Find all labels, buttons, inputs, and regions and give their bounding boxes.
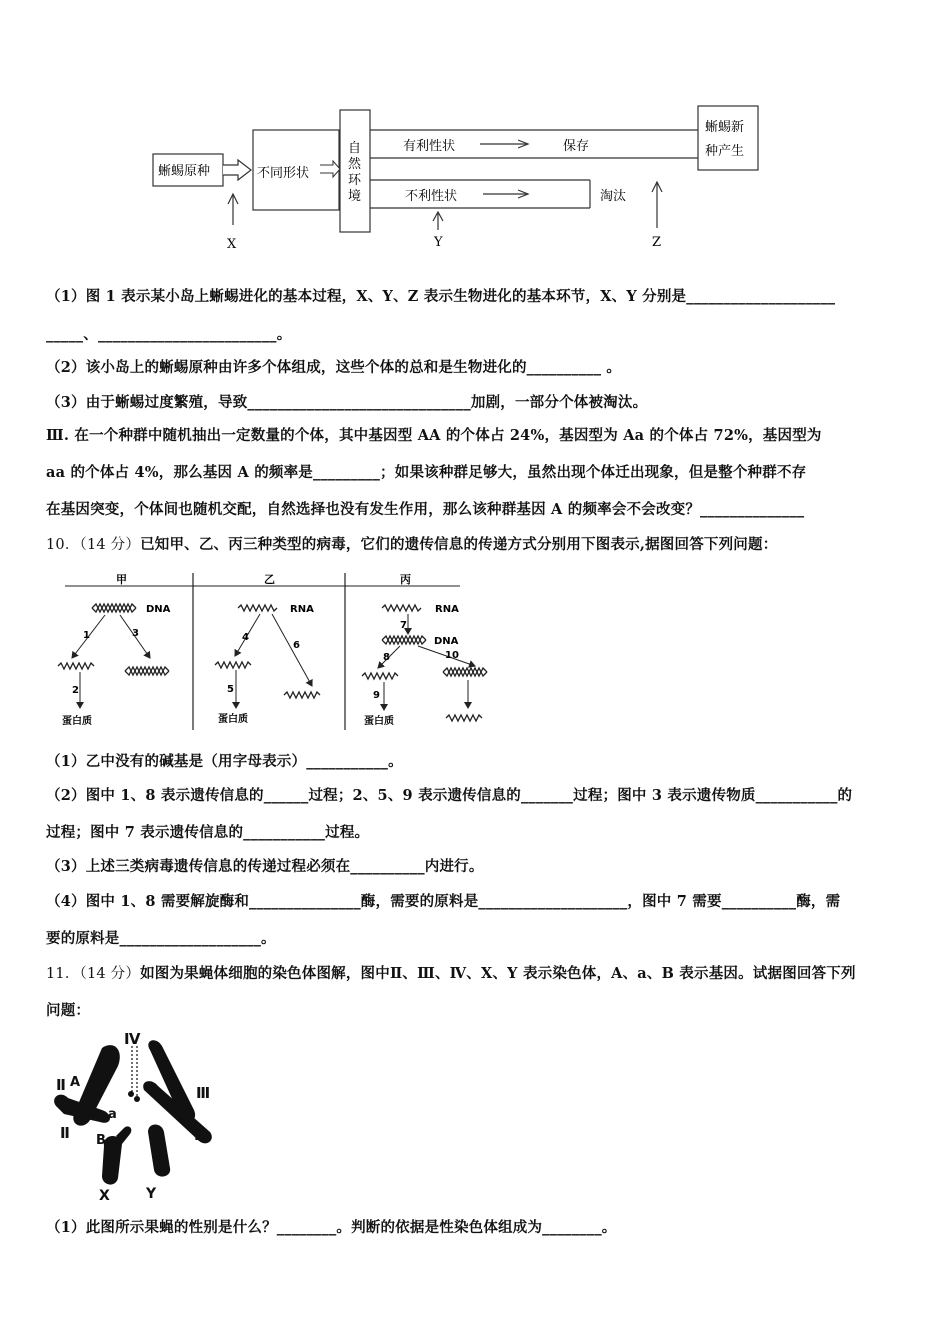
environment-char-4: 境 xyxy=(348,189,362,204)
label-iii-bottom: Ⅲ xyxy=(194,1126,209,1144)
arrow-num-1: 1 xyxy=(83,630,90,641)
q10-part1: （1）乙中没有的碱基是（用字母表示）___________。 xyxy=(46,753,403,770)
environment-char-3: 环 xyxy=(348,173,362,188)
q9-part1-line-a: （1）图 1 表示某小岛上蜥蜴进化的基本过程，X、Y、Z 表示生物进化的基本环节，X、Y 分别是____________________ xyxy=(46,288,836,305)
jia-dna: DNA xyxy=(146,604,171,615)
q9-part4-line-c: 在基因突变，个体间也随机交配，自然选择也没有发生作用，那么该种群基因 A 的频率会不会改变？______________ xyxy=(46,501,805,518)
bing-protein: 蛋白质 xyxy=(364,716,394,727)
evolution-process-diagram xyxy=(150,100,770,255)
arrow-num-2: 2 xyxy=(72,685,79,696)
label-x-chrom: X xyxy=(99,1188,110,1203)
q9-part4-line-b: aa 的个体占 4%，那么基因 A 的频率是_________；如果该种群足够大，虽然出现个体迁出现象，但是整个种群不存 xyxy=(46,464,807,481)
q10-part2-line-b: 过程；图中 7 表示遗传信息的___________过程。 xyxy=(46,824,370,841)
label-y: Y xyxy=(434,235,443,250)
label-iv: Ⅳ xyxy=(124,1030,141,1048)
q9-part4-line-a: Ⅲ. 在一个种群中随机抽出一定数量的个体，其中基因型 AA 的个体占 24%，基因型为 Aa 的个体占 72%，基因型为 xyxy=(46,427,822,444)
bing-rna: RNA xyxy=(435,604,459,615)
label-ii-top: Ⅱ xyxy=(56,1076,66,1094)
new-species-box xyxy=(698,106,758,170)
q9-part1-line-b: _____、________________________。 xyxy=(46,326,292,343)
fruitfly-chromosome-diagram xyxy=(44,1028,224,1203)
arrow-num-9: 9 xyxy=(373,690,380,701)
col-yi: 乙 xyxy=(264,573,275,586)
q10-part4-line-a: （4）图中 1、8 需要解旋酶和_______________酶，需要的原料是____________________，图中 7 需要__________酶，需 xyxy=(46,893,841,910)
favorable-label: 有利性状 xyxy=(403,139,456,154)
arrow-num-6: 6 xyxy=(293,640,300,651)
chromosome-y xyxy=(148,1125,170,1177)
label-gene-A: A xyxy=(70,1075,81,1090)
q11-number: 11．（14 分） xyxy=(46,966,141,982)
col-jia: 甲 xyxy=(116,573,127,586)
q11-stem-text: 如图为果蝇体细胞的染色体图解，图中Ⅱ、Ⅲ、Ⅳ、X、Y 表示染色体，A、a、B 表示基因。试据图回答下列 xyxy=(140,965,856,982)
label-x: X xyxy=(227,237,237,252)
col-bing: 丙 xyxy=(400,573,411,586)
unfavorable-label: 不利性状 xyxy=(405,189,458,204)
environment-char-2: 然 xyxy=(348,157,362,172)
yi-rna: RNA xyxy=(290,604,314,615)
virus-info-flow-diagram xyxy=(50,568,510,733)
label-y-chrom: Y xyxy=(146,1186,157,1202)
q10-stem xyxy=(46,535,906,555)
label-iii-top: Ⅲ xyxy=(196,1084,211,1102)
new-species-line-2: 种产生 xyxy=(705,144,745,159)
label-z: Z xyxy=(652,235,662,250)
label-gene-B: B xyxy=(96,1133,106,1148)
q10-stem-text: 已知甲、乙、丙三种类型的病毒，它们的遗传信息的传递方式分别用下图表示,据图回答下列问题： xyxy=(140,536,778,553)
q10-part2-line-a: （2）图中 1、8 表示遗传信息的______过程；2、5、9 表示遗传信息的_______过程；图中 3 表示遗传物质___________的 xyxy=(46,787,853,804)
q11-stem-line-b: 问题： xyxy=(46,1002,91,1019)
arrow-num-10: 10 xyxy=(445,650,459,661)
traits-label: 不同形状 xyxy=(257,166,310,181)
jia-protein: 蛋白质 xyxy=(62,716,92,727)
q10-part4-line-b: 要的原料是___________________。 xyxy=(46,930,276,947)
q10-number: 10．（14 分） xyxy=(46,537,141,553)
new-species-line-1: 蜥蜴新 xyxy=(705,120,745,135)
q11-part1: （1）此图所示果蝇的性别是什么？________。判断的依据是性染色体组成为________。 xyxy=(46,1219,617,1236)
q9-part3: （3）由于蜥蜴过度繁殖，导致______________________________加剧，一部分个体被淘汰。 xyxy=(46,394,648,411)
label-gene-a: a xyxy=(108,1107,117,1122)
species-label: 蜥蜴原种 xyxy=(158,164,211,179)
q11-stem-line-a xyxy=(46,964,906,984)
q9-part2: （2）该小岛上的蜥蜴原种由许多个体组成，这些个体的总和是生物进化的__________ 。 xyxy=(46,359,622,376)
preserve-label: 保存 xyxy=(563,139,590,154)
arrow-num-7: 7 xyxy=(400,620,407,631)
species-arrow xyxy=(223,160,251,180)
bing-dna: DNA xyxy=(434,636,459,647)
environment-char-1: 自 xyxy=(348,141,362,156)
q10-part3: （3）上述三类病毒遗传信息的传递过程必须在__________内进行。 xyxy=(46,858,484,875)
arrow-num-3: 3 xyxy=(132,628,139,639)
chromosome-iv-right xyxy=(134,1096,140,1102)
arrow-num-4: 4 xyxy=(242,632,249,643)
arrow-num-5: 5 xyxy=(227,684,234,695)
chromosome-iv-left xyxy=(128,1091,134,1097)
yi-protein: 蛋白质 xyxy=(218,714,248,725)
arrow-num-8: 8 xyxy=(383,652,390,663)
eliminate-label: 淘汰 xyxy=(600,189,627,204)
traits-arrow xyxy=(320,161,340,177)
label-ii-bottom: Ⅱ xyxy=(60,1124,70,1142)
